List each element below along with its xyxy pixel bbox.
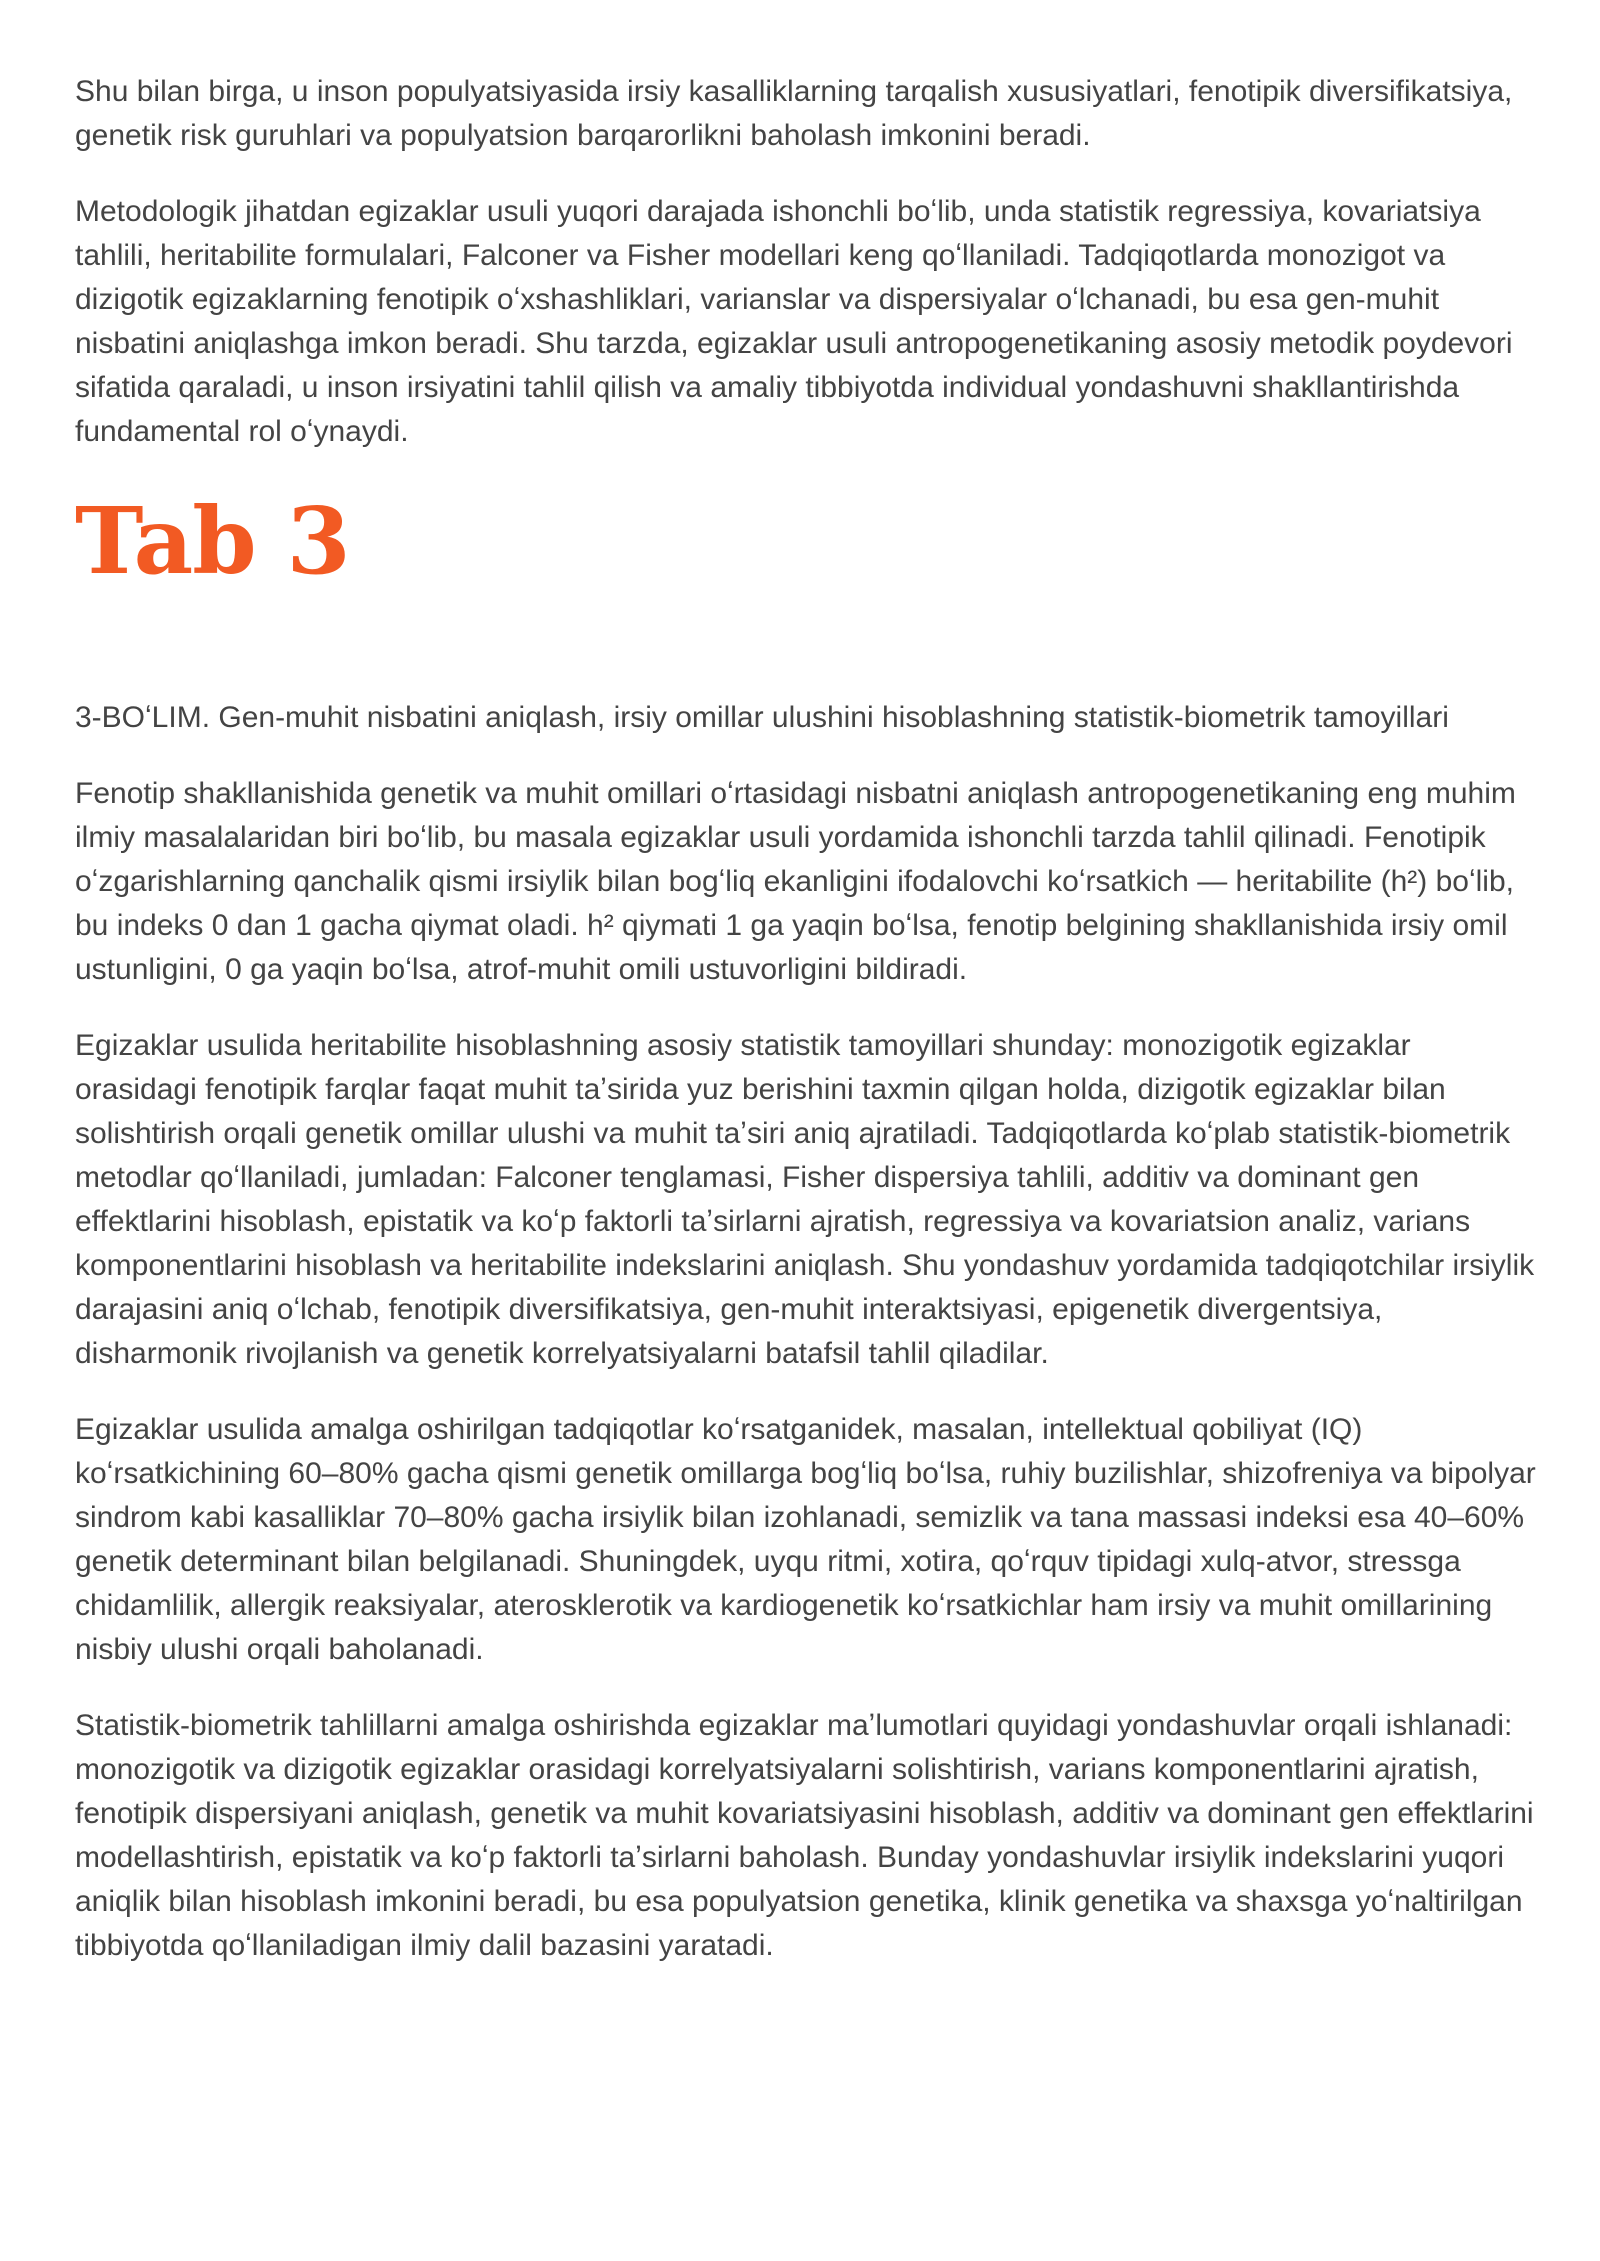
intro-paragraph-2: Metodologik jihatdan egizaklar usuli yuqori darajada ishonchli boʻlib, unda statistik regressiya, kovariatsiya tahlili, heritabilite formulalari, Falconer va Fisher modellari keng qoʻllaniladi. Tadqiqotlarda monozigot va dizigotik egizaklarning fenotipik oʻxshashliklari, varianslar va dispersiyalar oʻlchanadi, bu esa gen-muhit nisbatini aniqlashga imkon beradi. Shu tarzda, egizaklar usuli antropogenetikaning asosiy metodik poydevori sifatida qaraladi, u inson irsiyatini tahlil qilish va amaliy tibbiyotda individual yondashuvni shakllantirishda fundamental rol oʻynaydi. bbox=[75, 195, 1513, 448]
section-paragraph-2: Egizaklar usulida heritabilite hisoblashning asosiy statistik tamoyillari shunday: monozigotik egizaklar orasidagi fenotipik farqlar faqat muhit taʼsirida yuz berishini taxmin qilgan holda, dizigotik egizaklar bilan solishtirish orqali genetik omillar ulushi va muhit taʼsiri aniq ajratiladi. Tadqiqotlarda koʻplab statistik-biometrik metodlar qoʻllaniladi, jumladan: Falconer tenglamasi, Fisher dispersiya tahlili, additiv va dominant gen effektlarini hisoblash, epistatik va koʻp faktorli taʼsirlarni ajratish, regressiya va kovariatsion analiz, varians komponentlarini hisoblash va heritabilite indekslarini aniqlash. Shu yondashuv yordamida tadqiqotchilar irsiylik darajasini aniq oʻlchab, fenotipik diversifikatsiya, gen-muhit interaktsiyasi, epigenetik divergentsiya, disharmonik rivojlanish va genetik korrelyatsiyalarni batafsil tahlil qiladilar. bbox=[75, 1029, 1535, 1370]
section-paragraph-1: Fenotip shakllanishida genetik va muhit omillari oʻrtasidagi nisbatni aniqlash antropogenetikaning eng muhim ilmiy masalalaridan biri boʻlib, bu masala egizaklar usuli yordamida ishonchli tarzda tahlil qilinadi. Fenotipik oʻzgarishlarning qanchalik qismi irsiylik bilan bogʻliq ekanligini ifodalovchi koʻrsatkich — heritabilite (h²) boʻlib, bu indeks 0 dan 1 gacha qiymat oladi. h² qiymati 1 ga yaqin boʻlsa, fenotip belgining shakllanishida irsiy omil ustunligini, 0 ga yaqin boʻlsa, atrof-muhit omili ustuvorligini bildiradi. bbox=[75, 777, 1516, 986]
section-paragraph-3: Egizaklar usulida amalga oshirilgan tadqiqotlar koʻrsatganidek, masalan, intellektual qobiliyat (IQ) koʻrsatkichining 60–80% gacha qismi genetik omillarga bogʻliq boʻlsa, ruhiy buzilishlar, shizofreniya va bipolyar sindrom kabi kasalliklar 70–80% gacha irsiylik bilan izohlanadi, semizlik va tana massasi indeksi esa 40–60% genetik determinant bilan belgilanadi. Shuningdek, uyqu ritmi, xotira, qoʻrquv tipidagi xulq-atvor, stressga chidamlilik, allergik reaksiyalar, aterosklerotik va kardiogenetik koʻrsatkichlar ham irsiy va muhit omillarining nisbiy ulushi orqali baholanadi. bbox=[75, 1413, 1536, 1666]
intro-paragraph-1: Shu bilan birga, u inson populyatsiyasida irsiy kasalliklarning tarqalish xususiyatlari, fenotipik diversifikatsiya, genetik risk guruhlari va populyatsion barqarorlikni baholash imkonini beradi. bbox=[75, 75, 1513, 152]
section-title: 3-BOʻLIM. Gen-muhit nisbatini aniqlash, irsiy omillar ulushini hisoblashning statistik-biometrik tamoyillari bbox=[75, 701, 1449, 734]
document-page bbox=[75, 70, 1540, 2000]
section-paragraph-4: Statistik-biometrik tahlillarni amalga oshirishda egizaklar maʼlumotlari quyidagi yondashuvlar orqali ishlanadi: monozigotik va dizigotik egizaklar orasidagi korrelyatsiyalarni solishtirish, varians komponentlarini ajratish, fenotipik dispersiyani aniqlash, genetik va muhit kovariatsiyasini hisoblash, additiv va dominant gen effektlarini modellashtirish, epistatik va koʻp faktorli taʼsirlarni baholash. Bunday yondashuvlar irsiylik indekslarini yuqori aniqlik bilan hisoblash imkonini beradi, bu esa populyatsion genetika, klinik genetika va shaxsga yoʻnaltirilgan tibbiyotda qoʻllaniladigan ilmiy dalil bazasini yaratadi. bbox=[75, 1709, 1534, 1962]
tab-heading: Tab 3 bbox=[75, 487, 350, 595]
